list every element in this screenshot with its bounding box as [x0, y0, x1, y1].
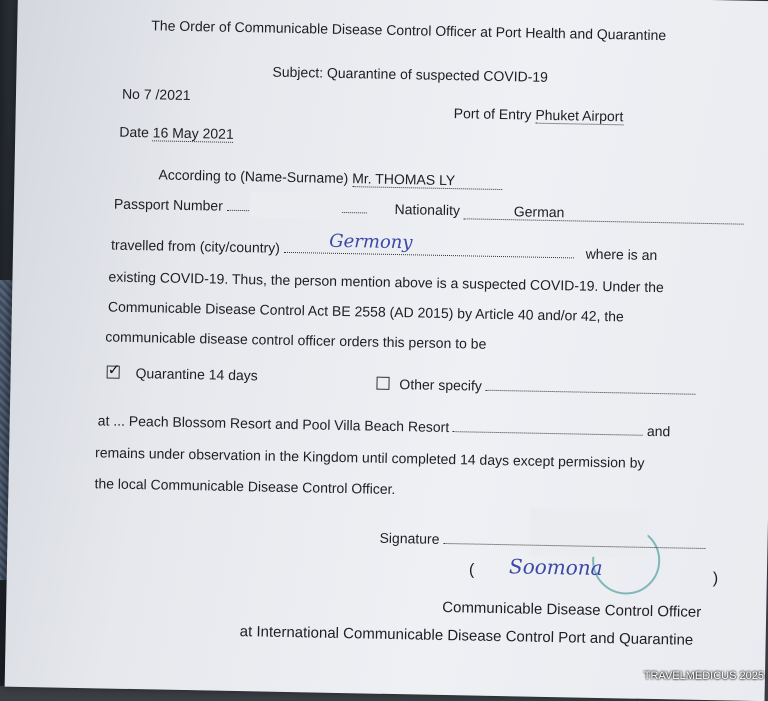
other-label: Other specify [399, 376, 483, 394]
officer-title: Communicable Disease Control Officer [442, 598, 702, 621]
quarantine-checkbox [107, 365, 120, 378]
signature-dots [443, 543, 705, 549]
body-line-4: communicable disease control officer orders this person to be [105, 328, 487, 352]
document-page [5, 0, 768, 701]
signature-close-paren: ) [712, 570, 719, 588]
option-quarantine [107, 364, 258, 383]
location-prefix: at ... [97, 412, 126, 429]
signature-label: Signature [379, 529, 440, 547]
signature-open-paren: ( [468, 561, 475, 579]
port-of-entry-label: Port of Entry [453, 105, 532, 123]
body-line-2: existing COVID-19. Thus, the person mention above is a suspected COVID-19. Under the [108, 268, 664, 296]
location-dots [453, 431, 643, 436]
body-line-3: Communicable Disease Control Act BE 2558 (AD 2015) by Article 40 and/or 42, the [107, 298, 624, 325]
signature-line [379, 530, 705, 552]
travel-from-dots [284, 252, 574, 259]
location-line-2: remains under observation in the Kingdom until completed 14 days except permission by [94, 444, 645, 471]
watermark: TRAVELMEDICUS 2025 [643, 670, 764, 682]
date-line [119, 124, 234, 143]
location-line-3: the local Communicable Disease Control Officer. [94, 475, 396, 498]
port-of-entry [454, 105, 624, 125]
nationality-label: Nationality [394, 200, 461, 219]
travel-from-label: travelled from (city/country) [110, 236, 281, 256]
where-label: where is an [585, 245, 658, 264]
travel-from-handwritten: Germony [329, 230, 413, 254]
document-title: The Order of Communicable Disease Control Officer at Port Health and Quarantine [151, 17, 667, 44]
signature-handwritten: Soomona [508, 554, 603, 581]
name-value: Mr. THOMAS LY [352, 170, 502, 190]
name-label: According to (Name-Surname) [158, 166, 349, 187]
quarantine-label: Quarantine 14 days [135, 365, 258, 384]
document-subject: Subject: Quarantine of suspected COVID-19 [272, 63, 549, 85]
other-checkbox [376, 377, 389, 390]
officer-place: at International Communicable Disease Control Port and Quarantine [239, 623, 694, 649]
location-place: Peach Blossom Resort and Pool Villa Beach Resort [128, 412, 450, 436]
nationality-value: German [464, 202, 744, 224]
passport-label: Passport Number [113, 195, 223, 214]
date-label: Date [119, 123, 150, 141]
option-other [376, 376, 696, 398]
location-and: and [646, 422, 671, 440]
location-line [98, 412, 671, 439]
name-line [158, 166, 502, 190]
date-value: 16 May 2021 [152, 124, 234, 142]
passport-line [114, 196, 744, 225]
passport-redaction [250, 191, 342, 219]
port-of-entry-value: Phuket Airport [535, 106, 624, 125]
other-dots [486, 390, 696, 395]
order-number: No 7 /2021 [121, 85, 191, 104]
